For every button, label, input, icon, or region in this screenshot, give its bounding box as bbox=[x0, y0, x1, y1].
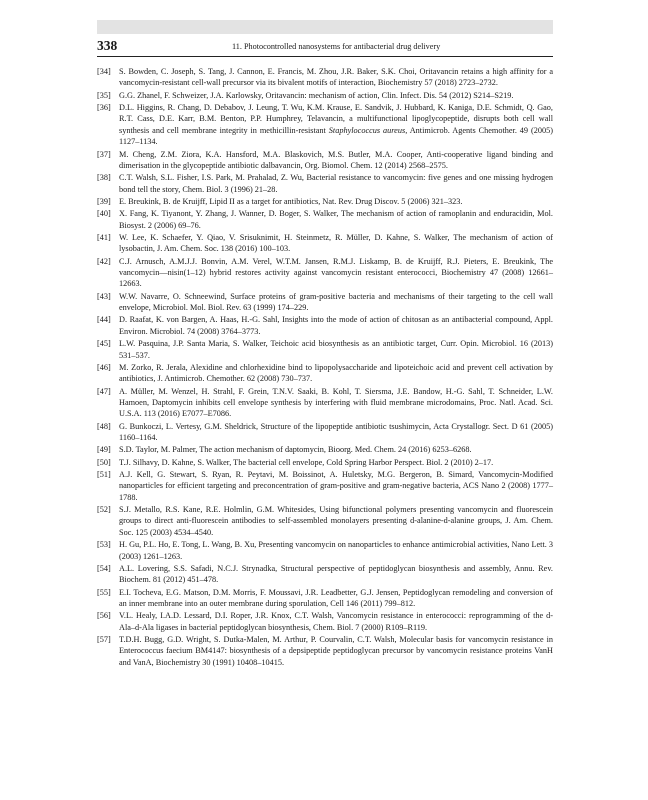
reference-number: [37] bbox=[97, 149, 111, 159]
reference-text: C.T. Walsh, S.L. Fisher, I.S. Park, M. Prahalad, Z. Wu, Bacterial resistance to vancomycin: five genes and one missing hydrogen bond tell the story, Chem. Biol. 3 (1996) 21–28. bbox=[119, 173, 553, 194]
reference-text: A.L. Lovering, S.S. Safadi, N.C.J. Strynadka, Structural perspective of peptidoglycan biosynthesis and assembly, Annu. Rev. Biochem. 81 (2012) 451–478. bbox=[119, 563, 553, 585]
reference-text: X. Fang, K. Tiyanont, Y. Zhang, J. Wanner, D. Boger, S. Walker, The mechanism of action of ramoplanin and enduracidin, Mol. Biosyst. 2 (2006) 69–76. bbox=[119, 209, 553, 230]
reference-text bbox=[119, 103, 553, 146]
reference-number: [47] bbox=[97, 386, 111, 396]
reference-number: [34] bbox=[97, 67, 111, 76]
reference-number: [57] bbox=[97, 634, 111, 644]
reference-number: [36] bbox=[97, 103, 111, 112]
reference-item bbox=[97, 208, 553, 231]
reference-text: G. Bunkoczi, L. Vertesy, G.M. Sheldrick, Structure of the lipopeptide antibiotic tsushimycin, Acta Crystallogr. Sect. D 61 (2005) 1160–1164. bbox=[119, 421, 553, 443]
reference-text: H. Gu, P.L. Ho, E. Tong, L. Wang, B. Xu, Presenting vancomycin on nanoparticles to enhance antimicrobial activities, Nano Lett. 3 (2003) 1261–1263. bbox=[119, 540, 554, 561]
running-title: 11. Photocontrolled nanosystems for antibacterial drug delivery bbox=[232, 42, 441, 51]
page-number: 338 bbox=[97, 38, 118, 53]
reference-item bbox=[97, 457, 553, 468]
reference-text: M. Zorko, R. Jerala, Alexidine and chlorhexidine bind to lipopolysaccharide and lipoteichoic acid and prevent cell activation by antibiotics, J. Antimicrob. Chemother. 62 (2008) 730–737. bbox=[119, 362, 553, 384]
reference-text: M. Cheng, Z.M. Ziora, K.A. Hansford, M.A. Blaskovich, M.S. Butler, M.A. Cooper, Anti-cooperative ligand binding and dimerisation in the glycopeptide antibiotic dalbavancin, Org. Biomol. Chem. 12 (2014) 2568–2575. bbox=[119, 149, 553, 170]
reference-number: [46] bbox=[97, 362, 111, 372]
reference-text: A. Müller, M. Wenzel, H. Strahl, F. Grein, T.N.V. Saaki, B. Kohl, T. Siersma, J.E. Bandow, H.-G. Sahl, T. Schneider, L.W. Hamoen, Daptomycin inhibits cell envelope synthesis by interfering with fluid membrane microdomains, Proc. Natl. Acad. Sci. U.S.A. 113 (2016) E7077–E7086. bbox=[119, 386, 553, 419]
reference-item bbox=[97, 314, 553, 337]
reference-number: [48] bbox=[97, 421, 111, 431]
reference-text: D. Raafat, K. von Bargen, A. Haas, H.-G. Sahl, Insights into the mode of action of chitosan as an antibacterial compound, Appl. Environ. Microbiol. 74 (2008) 3764–3773. bbox=[119, 315, 553, 336]
reference-item bbox=[97, 587, 553, 610]
reference-item bbox=[97, 291, 553, 314]
reference-number: [45] bbox=[97, 339, 111, 349]
reference-item bbox=[97, 563, 553, 586]
reference-text: E. Breukink, B. de Kruijff, Lipid II as a target for antibiotics, Nat. Rev. Drug Discov. 5 (2006) 321–323. bbox=[119, 196, 463, 206]
reference-number: [39] bbox=[97, 196, 111, 206]
reference-item bbox=[97, 338, 553, 361]
reference-text: W. Lee, K. Schaefer, Y. Qiao, V. Srisuknimit, H. Steinmetz, R. Müller, D. Kahne, S. Walker, The mechanism of action of lysobactin, J. Am. Chem. Soc. 138 (2016) 100–103. bbox=[119, 232, 553, 254]
reference-item bbox=[97, 634, 553, 668]
reference-item bbox=[97, 469, 553, 503]
reference-item bbox=[97, 444, 553, 455]
reference-number: [42] bbox=[97, 256, 111, 266]
reference-number: [52] bbox=[97, 505, 111, 515]
reference-number: [51] bbox=[97, 469, 111, 479]
reference-number: [50] bbox=[97, 457, 111, 467]
reference-item bbox=[97, 539, 553, 562]
reference-text: S. Bowden, C. Joseph, S. Tang, J. Cannon, E. Francis, M. Zhou, J.R. Baker, S.K. Choi, Oritavancin retains a high affinity for a vancomycin-resistant cell-wall precursor via its bivalent motifs of interaction, Biochemistry 57 (2018) 2723–2732. bbox=[119, 67, 553, 88]
reference-number: [43] bbox=[97, 291, 111, 301]
header-band bbox=[97, 20, 553, 34]
reference-item bbox=[97, 196, 553, 207]
header-rule bbox=[97, 56, 553, 57]
reference-text: C.J. Arnusch, A.M.J.J. Bonvin, A.M. Verel, W.T.M. Jansen, R.M.J. Liskamp, B. de Kruijff, R.J. Pieters, E. Breukink, The vancomycin—nisin(1–12) hybrid restores activity against vancomycin resistant enterococci, Biochemistry 47 (2008) 12661–12663. bbox=[119, 256, 553, 289]
reference-text-part: , Antimicrob. Agents Chemother. 49 (2005) 1127–1134. bbox=[119, 125, 553, 147]
reference-list bbox=[97, 66, 553, 669]
reference-text: L.W. Pasquina, J.P. Santa Maria, S. Walker, Teichoic acid biosynthesis as an antibiotic target, Curr. Opin. Microbiol. 16 (2013) 531–537. bbox=[119, 339, 553, 360]
reference-number: [40] bbox=[97, 209, 111, 219]
reference-item bbox=[97, 149, 553, 172]
reference-item bbox=[97, 256, 553, 290]
reference-number: [49] bbox=[97, 445, 111, 455]
reference-item bbox=[97, 421, 553, 444]
reference-text: G.G. Zhanel, F. Schweizer, J.A. Karlowsky, Oritavancin: mechanism of action, Clin. Infect. Dis. 54 (2012) S214–S219. bbox=[119, 90, 514, 100]
reference-item bbox=[97, 610, 553, 633]
reference-item bbox=[97, 90, 553, 101]
reference-text: S.D. Taylor, M. Palmer, The action mechanism of daptomycin, Bioorg. Med. Chem. 24 (2016) 6253–6268. bbox=[119, 445, 472, 455]
reference-item bbox=[97, 504, 553, 538]
reference-number: [53] bbox=[97, 540, 111, 550]
reference-text: T.J. Silhavy, D. Kahne, S. Walker, The bacterial cell envelope, Cold Spring Harbor Perspect. Biol. 2 (2010) 2–17. bbox=[119, 457, 494, 467]
reference-item bbox=[97, 232, 553, 255]
reference-number: [35] bbox=[97, 90, 111, 100]
reference-item bbox=[97, 66, 553, 89]
reference-text: V.L. Healy, I.A.D. Lessard, D.I. Roper, J.R. Knox, C.T. Walsh, Vancomycin resistance in enterococci: reprogramming of the d-Ala–d-Ala ligases in bacterial peptidoglycan biosynthesis, Chem. Biol. 7 (2000) R109–R119. bbox=[119, 611, 553, 632]
reference-number: [55] bbox=[97, 587, 111, 597]
reference-text: T.D.H. Bugg, G.D. Wright, S. Dutka-Malen, M. Arthur, P. Courvalin, C.T. Walsh, Molecular basis for vancomycin resistance in Enterococcus faecium BM4147: biosynthesis of a depsipeptide peptidoglycan precursor by vancomycin resistance proteins VanH and VanA, Biochemistry 30 (1991) 10408–10415. bbox=[119, 634, 553, 667]
reference-item bbox=[97, 386, 553, 420]
reference-text: S.J. Metallo, R.S. Kane, R.E. Holmlin, G.M. Whitesides, Using bifunctional polymers presenting vancomycin and fluorescein groups to direct anti-fluorescein antibodies to self-assembled monolayers presenting d-alanine-d-alanine groups, J. Am. Chem. Soc. 125 (2003) 4534–4540. bbox=[119, 505, 553, 537]
reference-text-part: D.L. Higgins, R. Chang, D. Debabov, J. Leung, T. Wu, K.M. Krause, E. Sandvik, J. Hubbard, K. Kaniga, D.E. Schmidt, Q. Gao, R.T. Cass, D.E. Karr, B.M. Benton, P.P. Humphrey, Telavancin, a multifunctional lipoglycopeptide, disrupts both cell wall synthesis and cell membrane integrity in methicillin-resistant bbox=[119, 103, 553, 135]
species-name: Staphylococcus aureus bbox=[328, 125, 406, 135]
reference-item bbox=[97, 362, 553, 385]
reference-text: W.W. Navarre, O. Schneewind, Surface proteins of gram-positive bacteria and mechanisms of their targeting to the cell wall envelope, Microbiol. Mol. Biol. Rev. 63 (1999) 174–229. bbox=[119, 291, 553, 313]
reference-text: A.J. Kell, G. Stewart, S. Ryan, R. Peytavi, M. Boissinot, A. Huletsky, M.G. Bergeron, B. Simard, Vancomycin-Modified nanoparticles for efficient targeting and preconcentration of gram-positive and gram-negative bacteria, ACS Nano 2 (2008) 1777–1788. bbox=[119, 469, 553, 502]
reference-number: [41] bbox=[97, 232, 111, 242]
reference-item bbox=[97, 172, 553, 195]
reference-number: [56] bbox=[97, 611, 111, 621]
reference-number: [54] bbox=[97, 563, 111, 573]
reference-number: [44] bbox=[97, 315, 111, 325]
reference-item bbox=[97, 102, 553, 148]
reference-number: [38] bbox=[97, 173, 111, 183]
reference-text: E.I. Tocheva, E.G. Matson, D.M. Morris, F. Moussavi, J.R. Leadbetter, G.J. Jensen, Peptidoglycan remodeling and conversion of an inner membrane into an outer membrane during sporulation, Cell 146 (2011) 799–812. bbox=[119, 587, 553, 608]
